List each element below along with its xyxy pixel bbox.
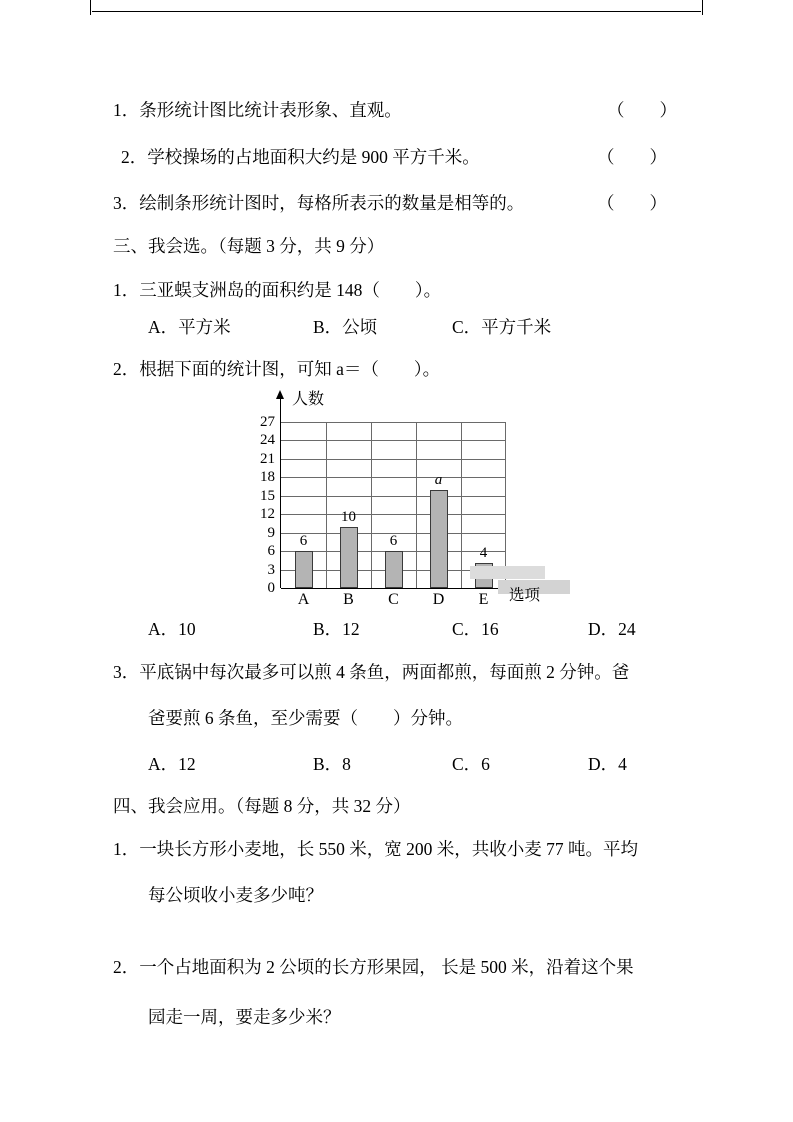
- y-tick-label: 24: [260, 432, 275, 449]
- bar-B: [340, 527, 358, 588]
- bar-D: [430, 490, 448, 588]
- y-tick-label: 3: [267, 561, 275, 578]
- answer-blank-3: （ ）: [597, 193, 667, 213]
- gridline-h: [281, 459, 506, 460]
- x-tick-label: B: [343, 591, 354, 608]
- application-question-2-line-2: 园走一周，要走多少米？: [148, 1007, 341, 1027]
- chart-x-label: 选项: [509, 587, 541, 604]
- x-tick-label: A: [297, 591, 310, 608]
- gridline-h: [281, 422, 506, 423]
- y-tick-label: 21: [260, 450, 275, 467]
- y-tick-label: 12: [260, 506, 275, 523]
- answer-blank-1: （ ）: [607, 100, 677, 120]
- y-tick-label: 6: [267, 543, 275, 560]
- q2-option-a: A．10: [148, 619, 196, 639]
- answer-blank-2: （ ）: [597, 147, 667, 167]
- bar-value-label: 4: [479, 545, 488, 562]
- y-tick-label: 27: [260, 414, 275, 430]
- watermark-block: [470, 566, 545, 579]
- q1-option-a: A．平方米: [148, 317, 231, 337]
- section-4-title: 四、我会应用。（每题 8 分，共 32 分）: [113, 796, 411, 816]
- bar-A: [295, 551, 313, 588]
- judgment-question-3: 3．绘制条形统计图时，每格所表示的数量是相等的。: [113, 193, 525, 213]
- judgment-question-1: 1．条形统计图比统计表形象、直观。: [113, 100, 402, 120]
- gridline-h: [281, 514, 506, 515]
- judgment-question-2: 2．学校操场的占地面积大约是 900 平方千米。: [121, 147, 480, 167]
- gridline-v: [326, 422, 327, 588]
- gridline-v: [416, 422, 417, 588]
- application-question-2-line-1: 2．一个占地面积为 2 公顷的长方形果园， 长是 500 米，沿着这个果: [113, 957, 634, 977]
- q2-option-c: C．16: [452, 619, 499, 639]
- q3-option-a: A．12: [148, 754, 196, 774]
- application-question-1-line-2: 每公顷收小麦多少吨？: [148, 885, 323, 905]
- bar-value-label: 6: [389, 533, 398, 550]
- y-tick-label: 15: [260, 487, 275, 504]
- q3-option-b: B．8: [313, 754, 351, 774]
- gridline-h: [281, 440, 506, 441]
- q2-option-d: D．24: [588, 619, 636, 639]
- gridline-h: [281, 496, 506, 497]
- choice-question-2: 2．根据下面的统计图，可知 a＝（ ）。: [113, 359, 441, 379]
- q3-option-d: D．4: [588, 754, 627, 774]
- page-border-top: [92, 11, 701, 12]
- chart-plot-area: [260, 414, 506, 608]
- y-tick-label: 0: [267, 580, 275, 596]
- x-tick-label: C: [388, 591, 399, 608]
- q3-option-c: C．6: [452, 754, 490, 774]
- y-tick-label: 9: [267, 524, 275, 541]
- gridline-v: [371, 422, 372, 588]
- gridline-h: [281, 477, 506, 478]
- bar-value-label: a: [434, 471, 443, 488]
- x-tick-label: D: [432, 591, 445, 608]
- q1-option-c: C．平方千米: [452, 317, 552, 337]
- bar-value-label: 6: [299, 533, 308, 550]
- choice-question-3-line-1: 3．平底锅中每次最多可以煎 4 条鱼，两面都煎，每面煎 2 分钟。爸: [113, 662, 630, 682]
- page-border-stub-right: [702, 0, 703, 15]
- gridline-v: [461, 422, 462, 588]
- chart-y-label: 人数: [292, 391, 325, 408]
- bar-C: [385, 551, 403, 588]
- gridline-v: [505, 422, 506, 588]
- q1-option-b: B．公顷: [313, 317, 378, 337]
- x-tick-label: E: [478, 591, 489, 608]
- y-axis-arrow-icon: [276, 390, 284, 399]
- y-tick-label: 18: [260, 469, 275, 486]
- q2-option-b: B．12: [313, 619, 360, 639]
- bar-value-label: 10: [341, 508, 356, 525]
- page-border-stub-left: [90, 0, 91, 15]
- choice-question-1: 1．三亚蜈支洲岛的面积约是 148（ ）。: [113, 280, 442, 300]
- choice-question-3-line-2: 爸要煎 6 条鱼，至少需要（ ）分钟。: [148, 708, 463, 728]
- application-question-1-line-1: 1．一块长方形小麦地，长 550 米，宽 200 米，共收小麦 77 吨。平均: [113, 839, 638, 859]
- section-3-title: 三、我会选。（每题 3 分，共 9 分）: [113, 236, 385, 256]
